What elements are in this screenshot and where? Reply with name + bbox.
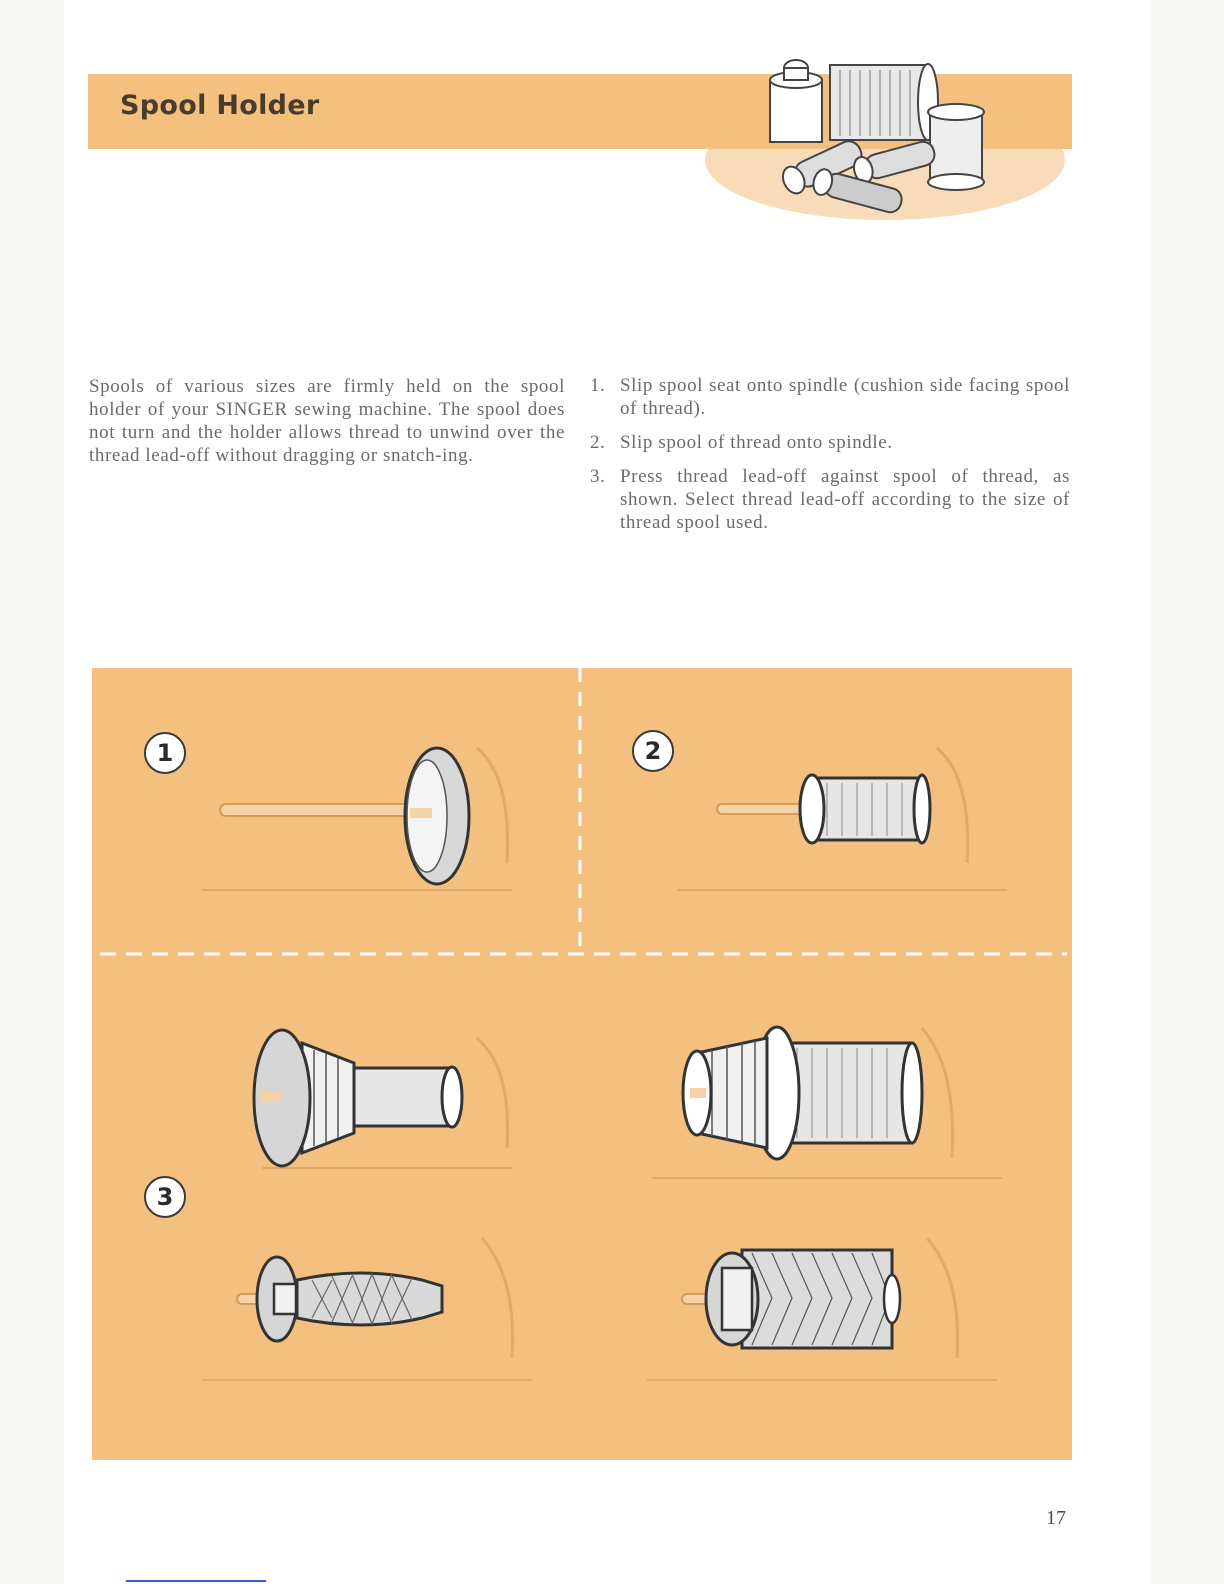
lead-off-cone-icon: [647, 1238, 997, 1380]
page-number: 17: [1046, 1507, 1066, 1529]
figure-badge-2: 2: [632, 730, 674, 772]
lead-off-small-spool-icon: [254, 1030, 512, 1168]
instruction-list: [590, 374, 1070, 545]
list-item: [590, 431, 1070, 454]
figure-panel: [92, 668, 1072, 1460]
step-number: 3.: [590, 466, 606, 487]
step-number: 2.: [590, 432, 606, 453]
lead-off-tapered-icon: [202, 1238, 532, 1380]
footer-link-underline: [126, 1580, 266, 1582]
list-item: [590, 465, 1070, 534]
spindle-with-seat-icon: [202, 748, 512, 890]
step-text: Slip spool of thread onto spindle.: [620, 432, 893, 453]
page-edge-right: [1150, 0, 1224, 1584]
intro-paragraph: Spools of various sizes are firmly held on the spool holder of your SINGER sewing machine. The spool does not turn and the holder allows thread to unwind over the thread lead-off without dragging or snatch-ing.: [89, 376, 565, 466]
figure-drawings: [92, 668, 1072, 1460]
page-title: Spool Holder: [120, 90, 320, 121]
thread-spools-icon: [700, 40, 1070, 230]
lead-off-large-spool-icon: [652, 1027, 1002, 1178]
step-text: Slip spool seat onto spindle (cushion side facing spool of thread).: [620, 375, 1070, 419]
step-number: 1.: [590, 375, 606, 396]
figure-badge-1: 1: [144, 732, 186, 774]
figure-badge-3: 3: [144, 1176, 186, 1218]
list-item: [590, 374, 1070, 420]
page-edge-left: [0, 0, 64, 1584]
spindle-with-spool-icon: [677, 748, 1007, 890]
step-text: Press thread lead-off against spool of thread, as shown. Select thread lead-off according to the size of thread spool used.: [620, 466, 1070, 533]
